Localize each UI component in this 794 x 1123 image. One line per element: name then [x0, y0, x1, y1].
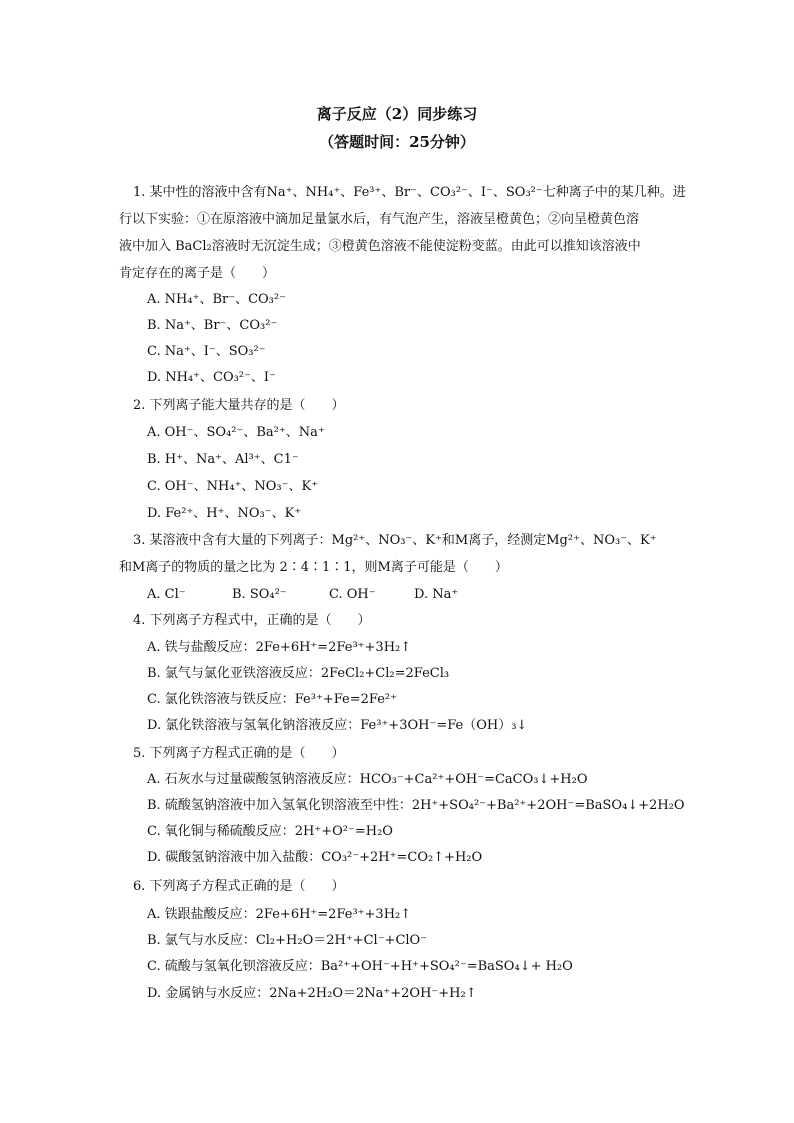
- question-1-line-3: 液中加入 BaCl₂溶液时无沉淀生成；③橙黄色溶液不能使淀粉变蓝。由此可以推知该溶液中: [119, 239, 641, 254]
- question-1-option-c: C. Na⁺、I⁻、SO₃²⁻: [147, 344, 266, 359]
- question-5-option-b: B. 硫酸氢钠溶液中加入氢氧化钡溶液至中性：2H⁺+SO₄²⁻+Ba²⁺+2OH⁻=BaSO₄↓+2H₂O: [147, 798, 685, 813]
- question-6-option-c: C. 硫酸与氢氧化钡溶液反应：Ba²⁺+OH⁻+H⁺+SO₄²⁻=BaSO₄↓+ H₂O: [147, 959, 573, 974]
- question-2-option-b: B. H⁺、Na⁺、Al³⁺、C1⁻: [147, 452, 299, 467]
- question-3-line-2: 和M离子的物质的量之比为 2∶4∶1∶1，则M离子可能是（ ）: [119, 560, 508, 575]
- question-3-line-1: 3. 某溶液中含有大量的下列离子：Mg²⁺、NO₃⁻、K⁺和M离子，经测定Mg²⁺、NO₃⁻、K⁺: [133, 533, 657, 548]
- question-5-option-d: D. 碳酸氢钠溶液中加入盐酸：CO₃²⁻+2H⁺=CO₂↑+H₂O: [147, 850, 483, 865]
- question-4-option-b: B. 氯气与氯化亚铁溶液反应：2FeCl₂+Cl₂=2FeCl₃: [147, 666, 450, 681]
- question-1-line-1: 1. 某中性的溶液中含有Na⁺、NH₄⁺、Fe³⁺、Br⁻、CO₃²⁻、I⁻、SO₃²⁻七种离子中的某几种。进: [133, 185, 686, 200]
- question-2-line-1: 2. 下列离子能大量共存的是（ ）: [133, 398, 345, 413]
- question-3-option-a: A. Cl⁻: [147, 587, 186, 602]
- page-subtitle: （答题时间：25分钟）: [319, 133, 475, 151]
- question-6-option-d: D. 金属钠与水反应：2Na+2H₂O＝2Na⁺+2OH⁻+H₂↑: [147, 986, 477, 1001]
- question-5-option-c: C. 氧化铜与稀硫酸反应：2H⁺+O²⁻=H₂O: [147, 824, 393, 839]
- question-4-option-c: C. 氯化铁溶液与铁反应：Fe³⁺+Fe=2Fe²⁺: [147, 692, 397, 707]
- question-1-option-b: B. Na⁺、Br⁻、CO₃²⁻: [147, 318, 278, 333]
- question-3-option-b: B. SO₄²⁻: [232, 587, 287, 602]
- question-6-option-a: A. 铁跟盐酸反应：2Fe+6H⁺=2Fe³⁺+3H₂↑: [147, 907, 412, 922]
- question-4-line-1: 4. 下列离子方程式中，正确的是（ ）: [133, 613, 371, 628]
- question-1-option-a: A. NH₄⁺、Br⁻、CO₃²⁻: [147, 292, 286, 307]
- question-3-option-c: C. OH⁻: [329, 587, 376, 602]
- question-2-option-c: C. OH⁻、NH₄⁺、NO₃⁻、K⁺: [147, 479, 319, 494]
- question-2-option-a: A. OH⁻、SO₄²⁻、Ba²⁺、Na⁺: [147, 425, 325, 440]
- question-6-option-b: B. 氯气与水反应：Cl₂+H₂O＝2H⁺+Cl⁻+ClO⁻: [147, 933, 428, 948]
- question-1-line-2: 行以下实验：①在原溶液中滴加足量氯水后，有气泡产生，溶液呈橙黄色；②向呈橙黄色溶: [119, 212, 640, 227]
- question-6-line-1: 6. 下列离子方程式正确的是（ ）: [133, 879, 345, 894]
- page-title: 离子反应（2）同步练习: [316, 105, 478, 123]
- question-3-option-d: D. Na⁺: [414, 587, 459, 602]
- question-5-option-a: A. 石灰水与过量碳酸氢钠溶液反应：HCO₃⁻+Ca²⁺+OH⁻=CaCO₃↓+H₂O: [147, 772, 588, 787]
- question-4-option-d: D. 氯化铁溶液与氢氧化钠溶液反应：Fe³⁺+3OH⁻=Fe（OH）₃↓: [147, 718, 528, 733]
- question-2-option-d: D. Fe²⁺、H⁺、NO₃⁻、K⁺: [147, 506, 302, 521]
- question-1-line-4: 肯定存在的离子是（ ）: [119, 266, 276, 281]
- question-5-line-1: 5. 下列离子方程式正确的是（ ）: [133, 746, 345, 761]
- question-4-option-a: A. 铁与盐酸反应：2Fe+6H⁺=2Fe³⁺+3H₂↑: [147, 640, 412, 655]
- question-1-option-d: D. NH₄⁺、CO₃²⁻、I⁻: [147, 370, 276, 385]
